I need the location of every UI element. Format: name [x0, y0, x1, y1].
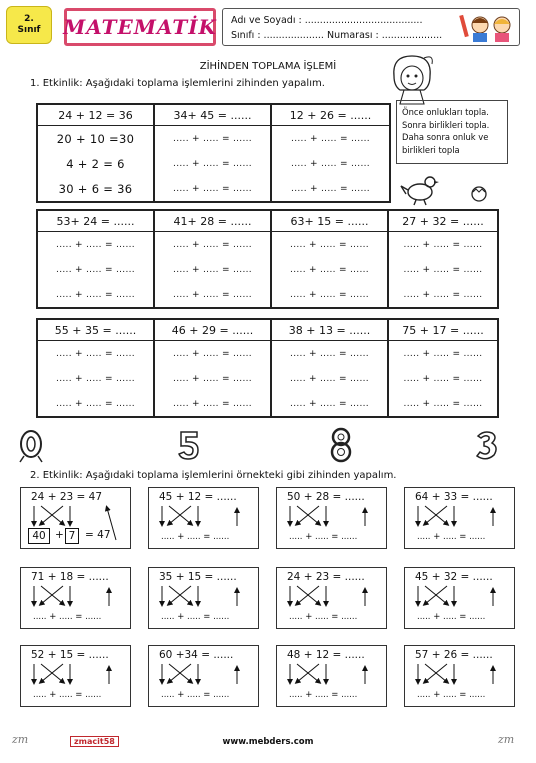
card-equation: 71 + 18 = ...... — [31, 571, 109, 583]
answer-blank[interactable]: ..... + ..... = ...... — [403, 264, 483, 275]
number-three-icon — [470, 428, 504, 464]
ones-result-box: 7 — [65, 528, 79, 544]
problem-cell — [272, 211, 389, 307]
plus-sign: + — [55, 529, 64, 541]
footer-url[interactable]: www.mebders.com — [222, 737, 314, 747]
problem-cell — [272, 105, 389, 201]
answer-blank[interactable]: ..... + ..... = ...... — [290, 264, 369, 275]
answer-blank[interactable]: ..... + ..... = ...... — [56, 239, 135, 250]
problem-label: 75 + 17 = ...... — [389, 320, 497, 341]
problem-card — [276, 487, 387, 549]
answer-blank[interactable]: ..... + ..... = ...... — [290, 289, 369, 300]
answer-blank[interactable]: ..... + ..... = ...... — [403, 398, 483, 409]
answer-blank[interactable]: ..... + ..... = ...... — [173, 183, 252, 194]
number-zero-icon — [14, 428, 48, 464]
card-answer-blank[interactable]: ..... + ..... = ...... — [417, 690, 486, 700]
grade-label: Sınıf — [17, 25, 41, 35]
example-card — [20, 487, 131, 549]
activity2-instruction: 2. Etkinlik: Aşağıdaki toplama işlemlerini örnekteki gibi zihinden yapalım. — [30, 470, 397, 481]
card-equation: 64 + 33 = ...... — [415, 491, 493, 503]
card-equation: 50 + 28 = ...... — [287, 491, 365, 503]
number-eight-icon — [324, 426, 358, 464]
answer-blank[interactable]: ..... + ..... = ...... — [290, 239, 369, 250]
problem-card — [276, 567, 387, 629]
card-equation: 45 + 12 = ...... — [159, 491, 237, 503]
page-title: ZİHİNDEN TOPLAMA İŞLEMİ — [199, 61, 337, 72]
answer-blank[interactable]: ..... + ..... = ...... — [173, 373, 252, 384]
hint-line: birlikleri topla — [402, 144, 460, 155]
card-answer-blank[interactable]: ..... + ..... = ...... — [289, 690, 358, 700]
problem-label: 24 + 12 = 36 — [38, 105, 153, 126]
problem-label: 41+ 28 = ...... — [155, 211, 270, 232]
name-line: Adı ve Soyadı : ....................................... — [231, 15, 423, 26]
problem-label: 63+ 15 = ...... — [272, 211, 387, 232]
card-answer-blank[interactable]: ..... + ..... = ...... — [161, 612, 230, 622]
example-line: 30 + 6 = 36 — [58, 181, 133, 196]
answer-blank[interactable]: ..... + ..... = ...... — [56, 373, 135, 384]
answer-blank[interactable]: ..... + ..... = ...... — [290, 373, 369, 384]
answer-blank[interactable]: ..... + ..... = ...... — [403, 289, 483, 300]
problem-label: 53+ 24 = ...... — [38, 211, 153, 232]
answer-blank[interactable]: ..... + ..... = ...... — [173, 264, 252, 275]
answer-blank[interactable]: ..... + ..... = ...... — [291, 158, 370, 169]
example-cell — [38, 105, 155, 201]
problem-card — [276, 645, 387, 707]
problem-cell — [38, 211, 155, 307]
activity1-row-2 — [36, 209, 499, 309]
card-equation: 52 + 15 = ...... — [31, 649, 109, 661]
hint-line: Sonra birlikleri topla. — [402, 119, 490, 130]
problem-card — [404, 487, 515, 549]
problem-card — [404, 645, 515, 707]
answer-blank[interactable]: ..... + ..... = ...... — [173, 133, 252, 144]
grade-badge — [6, 6, 52, 44]
answer-blank[interactable]: ..... + ..... = ...... — [291, 133, 370, 144]
answer-blank[interactable]: ..... + ..... = ...... — [173, 289, 252, 300]
card-answer-blank[interactable]: ..... + ..... = ...... — [417, 532, 486, 542]
problem-label: 38 + 13 = ...... — [272, 320, 387, 341]
activity1-row-1 — [36, 103, 391, 203]
result-text: = 47 — [85, 529, 111, 541]
problem-card — [20, 645, 131, 707]
problem-card — [404, 567, 515, 629]
footer-logo-right: zm — [498, 733, 515, 746]
subject-title: MATEMATİK — [63, 15, 217, 39]
hint-line: Önce onlukları topla. — [402, 107, 489, 117]
answer-blank[interactable]: ..... + ..... = ...... — [56, 289, 135, 300]
answer-blank[interactable]: ..... + ..... = ...... — [56, 348, 135, 359]
card-equation: 48 + 12 = ...... — [287, 649, 365, 661]
example-equation: 24 + 23 = 47 — [31, 491, 103, 503]
problem-cell — [155, 105, 272, 201]
card-equation: 60 +34 = ...... — [159, 649, 234, 661]
answer-blank[interactable]: ..... + ..... = ...... — [173, 398, 252, 409]
problem-label: 27 + 32 = ...... — [389, 211, 497, 232]
problem-label: 55 + 35 = ...... — [38, 320, 153, 341]
answer-blank[interactable]: ..... + ..... = ...... — [173, 158, 252, 169]
egg-icon — [470, 182, 488, 202]
card-answer-blank[interactable]: ..... + ..... = ...... — [161, 532, 230, 542]
hint-note — [396, 100, 508, 164]
answer-blank[interactable]: ..... + ..... = ...... — [56, 264, 135, 275]
class-line: Sınıfı : .................... Numarası : .................... — [231, 30, 443, 41]
problem-cell — [155, 211, 272, 307]
card-answer-blank[interactable]: ..... + ..... = ...... — [289, 612, 358, 622]
answer-blank[interactable]: ..... + ..... = ...... — [291, 183, 370, 194]
problem-card — [20, 567, 131, 629]
problem-label: 12 + 26 = ...... — [272, 105, 389, 126]
author-code: zmacit58 — [70, 736, 119, 747]
example-line: 20 + 10 =30 — [56, 131, 135, 146]
answer-blank[interactable]: ..... + ..... = ...... — [290, 398, 369, 409]
answer-blank[interactable]: ..... + ..... = ...... — [403, 239, 483, 250]
card-answer-blank[interactable]: ..... + ..... = ...... — [161, 690, 230, 700]
problem-card — [148, 487, 259, 549]
tens-result-box: 40 — [28, 528, 50, 544]
answer-blank[interactable]: ..... + ..... = ...... — [56, 398, 135, 409]
answer-blank[interactable]: ..... + ..... = ...... — [290, 348, 369, 359]
activity1-instruction: 1. Etkinlik: Aşağıdaki toplama işlemlerini zihinden yapalım. — [30, 78, 325, 89]
problem-cell — [155, 320, 272, 416]
card-answer-blank[interactable]: ..... + ..... = ...... — [33, 690, 102, 700]
problem-cell — [389, 320, 497, 416]
answer-blank[interactable]: ..... + ..... = ...... — [403, 348, 483, 359]
subject-box — [64, 8, 216, 46]
card-answer-blank[interactable]: ..... + ..... = ...... — [33, 612, 102, 622]
grade-number: 2. — [24, 14, 34, 24]
problem-cell — [272, 320, 389, 416]
card-answer-blank[interactable]: ..... + ..... = ...... — [417, 612, 486, 622]
card-equation: 45 + 32 = ...... — [415, 571, 493, 583]
problem-cell — [389, 211, 497, 307]
card-equation: 57 + 26 = ...... — [415, 649, 493, 661]
number-five-icon — [172, 428, 206, 464]
card-answer-blank[interactable]: ..... + ..... = ...... — [289, 532, 358, 542]
bird-icon — [400, 172, 440, 206]
card-equation: 24 + 23 = ...... — [287, 571, 365, 583]
answer-blank[interactable]: ..... + ..... = ...... — [173, 239, 252, 250]
problem-label: 34+ 45 = ...... — [155, 105, 270, 126]
problem-cell — [38, 320, 155, 416]
hint-line: Daha sonra onluk ve — [402, 132, 489, 142]
problem-card — [148, 645, 259, 707]
problem-label: 46 + 29 = ...... — [155, 320, 270, 341]
footer-logo-left: zm — [12, 733, 29, 746]
kids-illustration-icon — [458, 11, 516, 43]
card-equation: 35 + 15 = ...... — [159, 571, 237, 583]
answer-blank[interactable]: ..... + ..... = ...... — [403, 373, 483, 384]
answer-blank[interactable]: ..... + ..... = ...... — [173, 348, 252, 359]
problem-card — [148, 567, 259, 629]
activity1-row-3 — [36, 318, 499, 418]
example-line: 4 + 2 = 6 — [66, 156, 125, 171]
